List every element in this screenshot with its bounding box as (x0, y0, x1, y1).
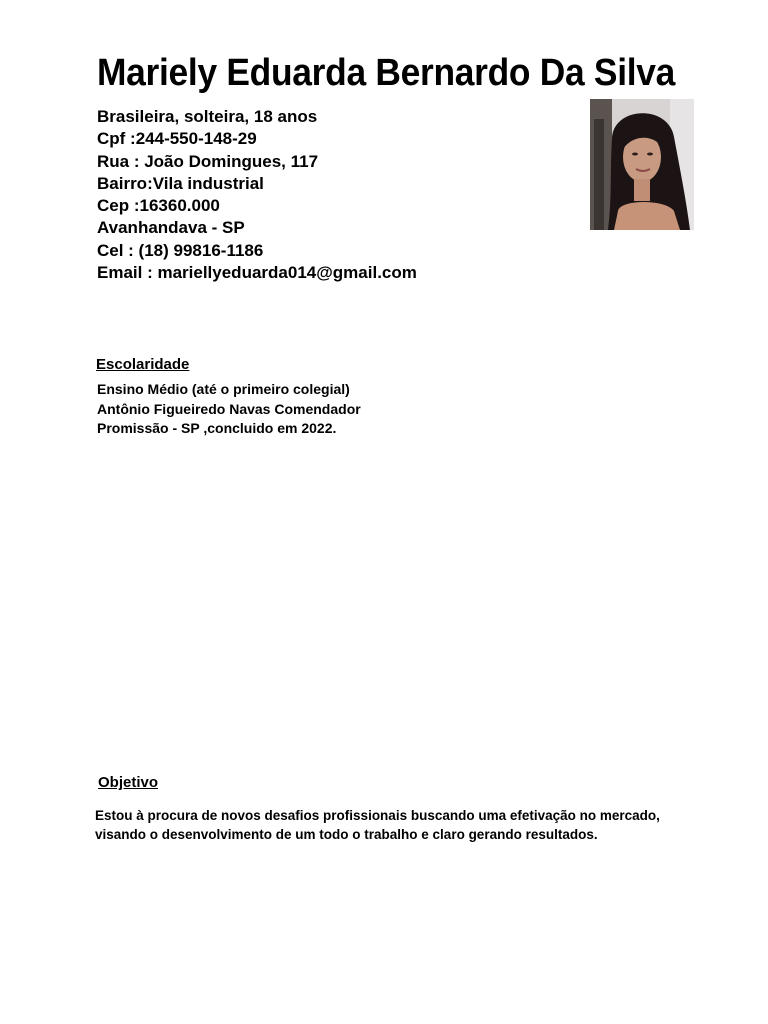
objective-line: visando o desenvolvimento de um todo o trabalho e claro gerando resultados. (95, 827, 598, 842)
education-level: Ensino Médio (até o primeiro colegial) (97, 381, 350, 397)
personal-info-street: Rua : João Domingues, 117 (97, 151, 319, 171)
personal-info-city: Avanhandava - SP (97, 218, 245, 238)
personal-info-list (97, 106, 417, 284)
objective-line: Estou à procura de novos desafios profissionais buscando uma efetivação no mercado, (95, 808, 660, 823)
education-location: Promissão - SP ,concluido em 2022. (97, 420, 337, 436)
candidate-name: Mariely Eduarda Bernardo Da Silva (97, 52, 676, 94)
personal-info-email: Email : mariellyeduarda014@gmail.com (97, 263, 417, 283)
objective-text (95, 806, 660, 844)
personal-info-nationality: Brasileira, solteira, 18 anos (97, 107, 318, 126)
objective-section-title: Objetivo (98, 774, 159, 791)
personal-info-phone: Cel : (18) 99816-1186 (97, 240, 264, 260)
personal-info-cpf: Cpf :244-550-148-29 (97, 129, 257, 149)
education-details (97, 380, 361, 439)
education-section-title: Escolaridade (96, 356, 190, 373)
personal-info-cep: Cep :16360.000 (97, 196, 220, 216)
profile-photo (590, 99, 694, 230)
personal-info-neighborhood: Bairro:Vila industrial (97, 173, 264, 193)
profile-photo-icon (590, 99, 694, 230)
education-school: Antônio Figueiredo Navas Comendador (97, 400, 361, 417)
